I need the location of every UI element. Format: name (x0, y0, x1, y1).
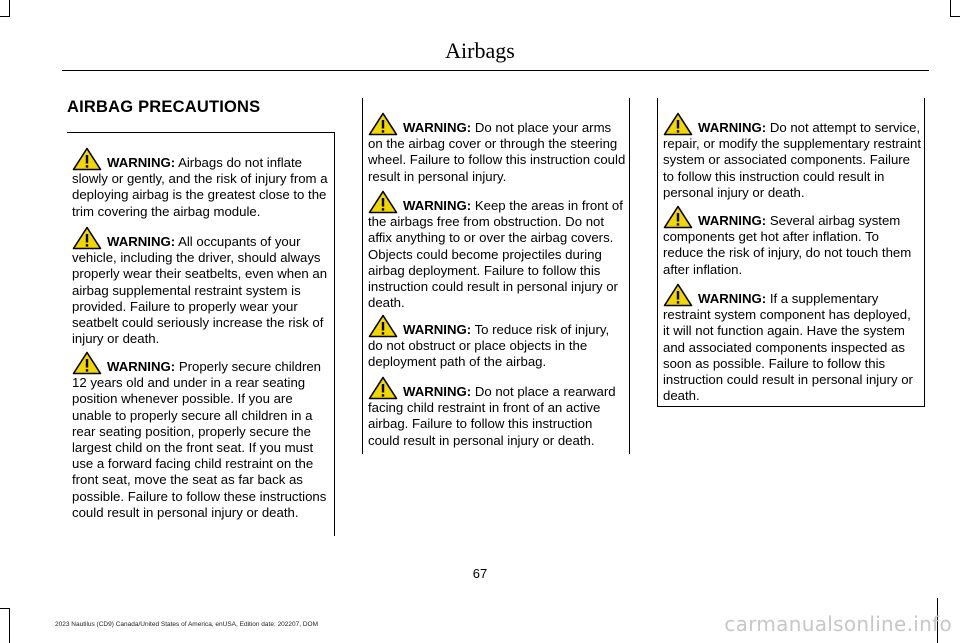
warning-7 (368, 384, 626, 449)
warning-3 (72, 359, 330, 521)
warning-triangle-icon (72, 351, 102, 375)
warning-label: WARNING: (107, 359, 176, 374)
warning-triangle-icon (663, 205, 693, 229)
warning-column-1 (67, 132, 335, 536)
warning-9 (663, 213, 921, 278)
warning-triangle-icon (368, 314, 398, 338)
warning-5 (368, 198, 626, 311)
warning-label: WARNING: (403, 322, 472, 337)
warning-triangle-icon (368, 376, 398, 400)
warning-triangle-icon (368, 190, 398, 214)
warning-column-2 (362, 98, 630, 454)
warning-label: WARNING: (698, 213, 767, 228)
warning-6 (368, 322, 626, 371)
warning-1 (72, 155, 330, 220)
warning-label: WARNING: (403, 120, 472, 135)
warning-8 (663, 120, 921, 201)
warning-label: WARNING: (403, 198, 472, 213)
warning-label: WARNING: (107, 155, 176, 170)
page-number: 67 (472, 566, 488, 581)
warning-text: Do not place your arms on the airbag cover or through the steering wheel. Failure to follow this instruction could result in personal injury. (368, 120, 626, 184)
warning-text: Airbags do not inflate slowly or gently, and the risk of injury from a deploying airbag is the greatest close to the trim covering the airbag module. (72, 155, 328, 219)
watermark: carmanualsonline.info (724, 612, 952, 636)
warning-triangle-icon (663, 283, 693, 307)
footer-edition-text: 2023 Nautilus (CD9) Canada/United States of America, enUSA, Edition date: 202207, DOM (55, 621, 319, 628)
warning-text: To reduce risk of injury, do not obstruct or place objects in the deployment path of the airbag. (368, 322, 610, 370)
warning-text: Keep the areas in front of the airbags free from obstruction. Do not affix anything to or over the airbag covers. Objects could become projectiles during airbag deployment. Failure to follow this instruction could result in personal injury or death. (368, 198, 623, 311)
warning-4 (368, 120, 626, 185)
warning-text: Properly secure children 12 years old and under in a rear seating position whenever possible. If you are unable to properly secure all children in a rear seating position, properly secure the largest child on the front seat. If you must use a forward facing child restraint on the front seat, move the seat as far back as possible. Failure to follow these instructions could result in personal injury or death. (72, 359, 327, 520)
crop-mark (0, 16, 10, 17)
header-rule (62, 70, 929, 71)
warning-10 (663, 291, 921, 404)
warning-triangle-icon (368, 112, 398, 136)
page-header-title: Airbags (445, 38, 515, 63)
warning-triangle-icon (72, 147, 102, 171)
crop-mark (0, 608, 10, 609)
warning-2 (72, 234, 330, 347)
warning-triangle-icon (72, 226, 102, 250)
crop-mark (9, 608, 10, 643)
warning-label: WARNING: (403, 384, 472, 399)
warning-column-3 (657, 98, 925, 407)
warning-text: If a supplementary restraint system component has deployed, it will not function again. Have the system and associated components inspected as soon as possible. Failure to follow this instruction could result in personal injury or death. (663, 291, 913, 404)
crop-mark (950, 16, 960, 17)
warning-text: Several airbag system components get hot after inflation. To reduce the risk of injury, do not touch them after inflation. (663, 213, 912, 277)
section-heading: AIRBAG PRECAUTIONS (67, 98, 261, 116)
crop-mark (950, 0, 951, 17)
crop-mark (9, 0, 10, 17)
warning-triangle-icon (663, 112, 693, 136)
warning-text: All occupants of your vehicle, including the driver, should always properly wear their seatbelts, even when an airbag supplemental restraint system is provided. Failure to properly wear your seatbelt could seriously increase the risk of injury or death. (72, 234, 328, 347)
warning-text: Do not place a rearward facing child restraint in front of an active airbag. Failure to follow this instruction could result in personal injury or death. (368, 384, 616, 448)
warning-text: Do not attempt to service, repair, or modify the supplementary restraint system or associated components. Failure to follow this instruction could result in personal injury or death. (663, 120, 922, 200)
warning-label: WARNING: (698, 120, 767, 135)
warning-label: WARNING: (107, 234, 176, 249)
warning-label: WARNING: (698, 291, 767, 306)
